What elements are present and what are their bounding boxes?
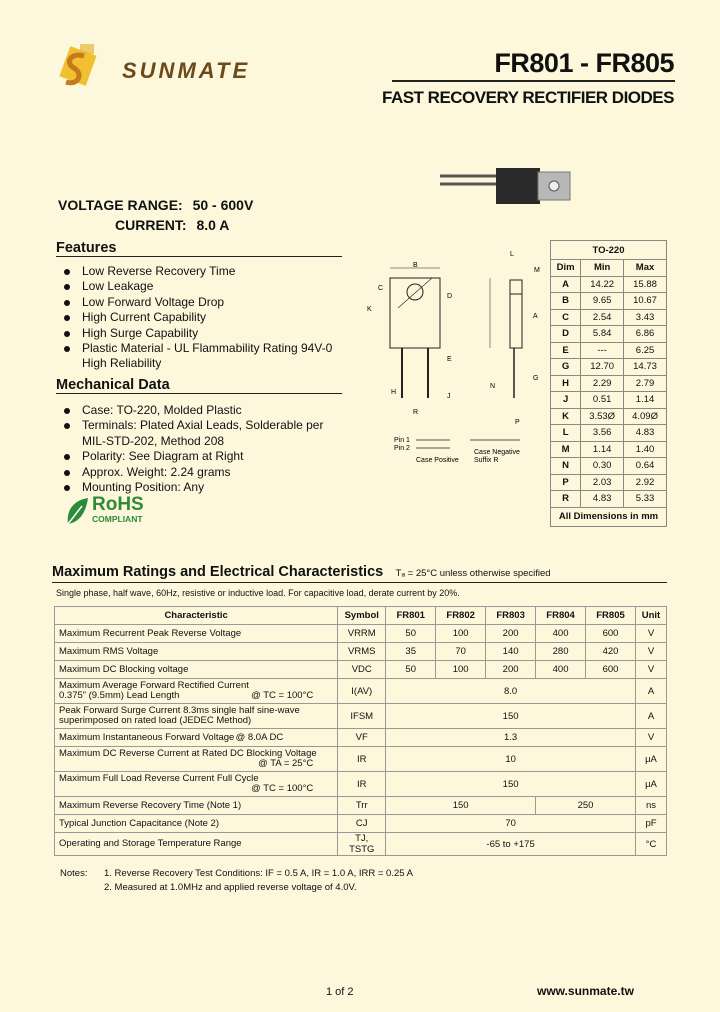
value: 600: [586, 625, 636, 643]
list-item: High Current Capability: [60, 310, 360, 325]
dim-label: H: [391, 389, 397, 396]
dim-cell: L: [551, 425, 581, 442]
dim-label: D: [447, 293, 453, 300]
notes: [60, 868, 413, 879]
rohs-badge: [64, 496, 164, 528]
characteristic: Maximum Reverse Recovery Time (Note 1): [55, 797, 338, 815]
table-row: [551, 375, 667, 392]
dim-label: G: [533, 375, 539, 382]
current-value: 8.0 A: [196, 217, 230, 233]
dim-cell: B: [551, 293, 581, 310]
symbol: IFSM: [338, 704, 386, 729]
list-item: MIL-STD-202, Method 208: [82, 433, 225, 448]
unit: V: [635, 729, 666, 747]
min-cell: 14.22: [581, 276, 624, 293]
header-row: [55, 607, 667, 625]
pin2-label: Pin 2: [394, 445, 410, 452]
unit: pF: [635, 815, 666, 833]
col-header: Unit: [635, 607, 666, 625]
table-row: [55, 729, 667, 747]
value: 50: [386, 661, 436, 679]
list-item: Case: TO-220, Molded Plastic: [60, 403, 360, 418]
max-cell: 14.73: [624, 359, 667, 376]
value: 150: [386, 704, 636, 729]
table-row: [551, 474, 667, 491]
sunmate-logo-icon: [50, 44, 102, 94]
min-cell: 3.56: [581, 425, 624, 442]
dim-header: Dim: [551, 260, 581, 277]
min-cell: 5.84: [581, 326, 624, 343]
table-row: [55, 815, 667, 833]
mechanical-heading: [56, 377, 342, 394]
dim-label: C: [378, 285, 384, 292]
value: -65 to +175: [386, 833, 636, 856]
mechanical-list: [60, 403, 360, 495]
list-item: Low Leakage: [60, 279, 360, 294]
rohs-sub: COMPLIANT: [92, 514, 143, 524]
dim-cell: P: [551, 474, 581, 491]
table-row: [55, 833, 667, 856]
characteristic-line2: superimposed on rated load (JEDEC Method): [59, 715, 252, 726]
part-range-title: FR801 - FR805: [494, 48, 674, 78]
characteristic-line2: [59, 759, 333, 769]
voltage-label: VOLTAGE RANGE:: [58, 197, 183, 213]
characteristic: [55, 704, 338, 729]
characteristic-line1: Maximum Instantaneous Forward Voltage: [59, 731, 235, 743]
characteristic-line2: [59, 784, 333, 794]
list-item: Mounting Position: Any: [60, 480, 360, 495]
min-header: Min: [581, 260, 624, 277]
list-item: Low Reverse Recovery Time: [60, 264, 360, 279]
value: 70: [386, 815, 636, 833]
condition: @ 8.0A DC: [235, 731, 284, 743]
current-rating: [115, 217, 229, 233]
unit: μA: [635, 747, 666, 772]
table-row: [551, 425, 667, 442]
value: 8.0: [386, 679, 636, 704]
ratings-title: Maximum Ratings and Electrical Characteristics: [52, 564, 384, 580]
max-cell: 1.14: [624, 392, 667, 409]
leaf-icon: [64, 496, 90, 526]
condition: @ TC = 100°C: [251, 690, 314, 701]
max-cell: 3.43: [624, 309, 667, 326]
value: 420: [586, 643, 636, 661]
table-row: [551, 392, 667, 409]
ratings-heading: [52, 563, 667, 583]
symbol: VF: [338, 729, 386, 747]
value: 280: [536, 643, 586, 661]
characteristic: [55, 679, 338, 704]
component-photo: [440, 160, 580, 210]
characteristic: Maximum DC Blocking voltage: [55, 661, 338, 679]
note-1: 1. Reverse Recovery Test Conditions: IF = 0.5 A, IR = 1.0 A, IRR = 0.25 A: [104, 868, 413, 879]
min-cell: 12.70: [581, 359, 624, 376]
characteristic: [55, 729, 338, 747]
min-cell: 3.53Ø: [581, 408, 624, 425]
min-cell: 0.30: [581, 458, 624, 475]
page-number: 1 of 2: [326, 986, 354, 998]
table-row: [55, 797, 667, 815]
symbol: IR: [338, 772, 386, 797]
min-cell: 4.83: [581, 491, 624, 508]
dim-cell: D: [551, 326, 581, 343]
dim-cell: K: [551, 408, 581, 425]
characteristic: Typical Junction Capacitance (Note 2): [55, 815, 338, 833]
header-rule: [392, 80, 675, 82]
unit: μA: [635, 772, 666, 797]
value: 70: [436, 643, 486, 661]
condition: @ TA = 25°C: [258, 758, 314, 769]
min-cell: 0.51: [581, 392, 624, 409]
value: 35: [386, 643, 436, 661]
notes-label: Notes:: [60, 868, 88, 879]
col-header: FR805: [586, 607, 636, 625]
value: 200: [486, 661, 536, 679]
value: 1.3: [386, 729, 636, 747]
features-title: Features: [56, 240, 117, 256]
table-row: [55, 625, 667, 643]
dim-label: M: [534, 267, 540, 274]
characteristic: [55, 772, 338, 797]
note-2: 2. Measured at 1.0MHz and applied reverse voltage of 4.0V.: [104, 882, 357, 893]
list-item: Low Forward Voltage Drop: [60, 295, 360, 310]
rohs-title: RoHS: [92, 494, 144, 515]
symbol: Trr: [338, 797, 386, 815]
characteristic-line2: [59, 691, 333, 701]
unit: V: [635, 625, 666, 643]
dim-label: P: [515, 419, 520, 426]
table-row: [551, 293, 667, 310]
unit: V: [635, 661, 666, 679]
value: 600: [586, 661, 636, 679]
subtitle: FAST RECOVERY RECTIFIER DIODES: [382, 88, 674, 107]
mechanical-title: Mechanical Data: [56, 377, 170, 393]
dim-label: B: [413, 262, 418, 269]
dim-label: L: [510, 251, 514, 258]
dim-cell: A: [551, 276, 581, 293]
max-cell: 6.25: [624, 342, 667, 359]
dim-footer: All Dimensions in mm: [551, 507, 667, 526]
ratings-condition: Tₐ = 25°C unless otherwise specified: [395, 568, 551, 579]
table-row: [55, 747, 667, 772]
max-header: Max: [624, 260, 667, 277]
dim-label: A: [533, 313, 538, 320]
list-item: Terminals: Plated Axial Leads, Solderable per: [60, 418, 360, 433]
col-header: FR804: [536, 607, 586, 625]
dim-label: R: [413, 409, 419, 416]
table-row: [551, 276, 667, 293]
table-row: [551, 458, 667, 475]
dim-cell: H: [551, 375, 581, 392]
table-row: [55, 772, 667, 797]
value: 400: [536, 661, 586, 679]
value: 200: [486, 625, 536, 643]
table-row: [55, 704, 667, 729]
features-list: [60, 264, 360, 372]
characteristic: Operating and Storage Temperature Range: [55, 833, 338, 856]
col-header: FR801: [386, 607, 436, 625]
table-row: [551, 342, 667, 359]
table-row: [551, 491, 667, 508]
col-header: Symbol: [338, 607, 386, 625]
dim-cell: R: [551, 491, 581, 508]
dim-cell: C: [551, 309, 581, 326]
features-heading: [56, 240, 342, 257]
unit: ns: [635, 797, 666, 815]
value: 10: [386, 747, 636, 772]
list-item: High Surge Capability: [60, 326, 360, 341]
value: 100: [436, 661, 486, 679]
symbol: TJ, TSTG: [338, 833, 386, 856]
min-cell: ---: [581, 342, 624, 359]
max-cell: 4.09Ø: [624, 408, 667, 425]
max-cell: 0.64: [624, 458, 667, 475]
package-diagram: [350, 248, 550, 478]
case-positive-label: Case Positive: [416, 457, 459, 464]
dim-label: N: [490, 383, 496, 390]
dim-cell: E: [551, 342, 581, 359]
min-cell: 9.65: [581, 293, 624, 310]
unit: V: [635, 643, 666, 661]
brand-name: SUNMATE: [122, 58, 251, 83]
symbol: IR: [338, 747, 386, 772]
table-row: [55, 643, 667, 661]
characteristic-line1: Maximum Full Load Reverse Current Full Cycle: [59, 773, 259, 784]
max-cell: 10.67: [624, 293, 667, 310]
dim-cell: J: [551, 392, 581, 409]
unit: °C: [635, 833, 666, 856]
dim-label: E: [447, 356, 452, 363]
min-cell: 2.03: [581, 474, 624, 491]
symbol: I(AV): [338, 679, 386, 704]
voltage-range: [58, 197, 253, 213]
website-link[interactable]: www.sunmate.tw: [537, 984, 634, 998]
value: 250: [536, 797, 636, 815]
symbol: VRRM: [338, 625, 386, 643]
table-row: [551, 408, 667, 425]
dim-label: K: [367, 306, 372, 313]
characteristic-detail: 0.375” (9.5mm) Lead Length: [59, 690, 180, 701]
value: 50: [386, 625, 436, 643]
voltage-value: 50 - 600V: [192, 197, 254, 213]
table-row: [551, 359, 667, 376]
table-row: [55, 679, 667, 704]
value: 100: [436, 625, 486, 643]
symbol: VDC: [338, 661, 386, 679]
unit: A: [635, 679, 666, 704]
table-row: [551, 309, 667, 326]
list-item: Polarity: See Diagram at Right: [60, 449, 360, 464]
unit: A: [635, 704, 666, 729]
table-row: [551, 441, 667, 458]
value: 400: [536, 625, 586, 643]
characteristic-line1: Maximum Average Forward Rectified Current: [59, 680, 249, 691]
pin1-label: Pin 1: [394, 437, 410, 444]
case-negative-label: Case Negative: [474, 449, 520, 456]
condition: @ TC = 100°C: [251, 783, 314, 794]
characteristic: Maximum RMS Voltage: [55, 643, 338, 661]
value: 150: [386, 797, 536, 815]
min-cell: 2.29: [581, 375, 624, 392]
value: 140: [486, 643, 536, 661]
value: 150: [386, 772, 636, 797]
list-item: High Reliability: [82, 356, 162, 371]
characteristic: [55, 747, 338, 772]
min-cell: 2.54: [581, 309, 624, 326]
table-row: [551, 326, 667, 343]
dim-cell: G: [551, 359, 581, 376]
dim-cell: M: [551, 441, 581, 458]
max-cell: 2.79: [624, 375, 667, 392]
characteristic: Maximum Recurrent Peak Reverse Voltage: [55, 625, 338, 643]
symbol: CJ: [338, 815, 386, 833]
logo: [50, 44, 280, 94]
max-cell: 4.83: [624, 425, 667, 442]
characteristic-line1: Maximum DC Reverse Current at Rated DC Blocking Voltage: [59, 748, 317, 759]
symbol: VRMS: [338, 643, 386, 661]
max-cell: 5.33: [624, 491, 667, 508]
col-header: FR802: [436, 607, 486, 625]
dim-cell: N: [551, 458, 581, 475]
dim-label: J: [447, 393, 451, 400]
ratings-table: [54, 606, 667, 856]
max-cell: 6.86: [624, 326, 667, 343]
characteristic-line1: Peak Forward Surge Current 8.3ms single half sine-wave: [59, 705, 300, 716]
col-header: FR803: [486, 607, 536, 625]
suffix-label: Suffix R: [474, 457, 499, 464]
current-label: CURRENT:: [115, 217, 187, 233]
ratings-note: Single phase, half wave, 60Hz, resistive or inductive load. For capacitive load, derate current by 20%.: [56, 588, 460, 598]
max-cell: 15.88: [624, 276, 667, 293]
max-cell: 2.92: [624, 474, 667, 491]
col-header: Characteristic: [55, 607, 338, 625]
package-name: TO-220: [551, 241, 667, 260]
table-row: [55, 661, 667, 679]
max-cell: 1.40: [624, 441, 667, 458]
list-item: Plastic Material - UL Flammability Rating 94V-0: [60, 341, 360, 356]
min-cell: 1.14: [581, 441, 624, 458]
dimensions-table: [550, 240, 667, 527]
list-item: Approx. Weight: 2.24 grams: [60, 465, 360, 480]
